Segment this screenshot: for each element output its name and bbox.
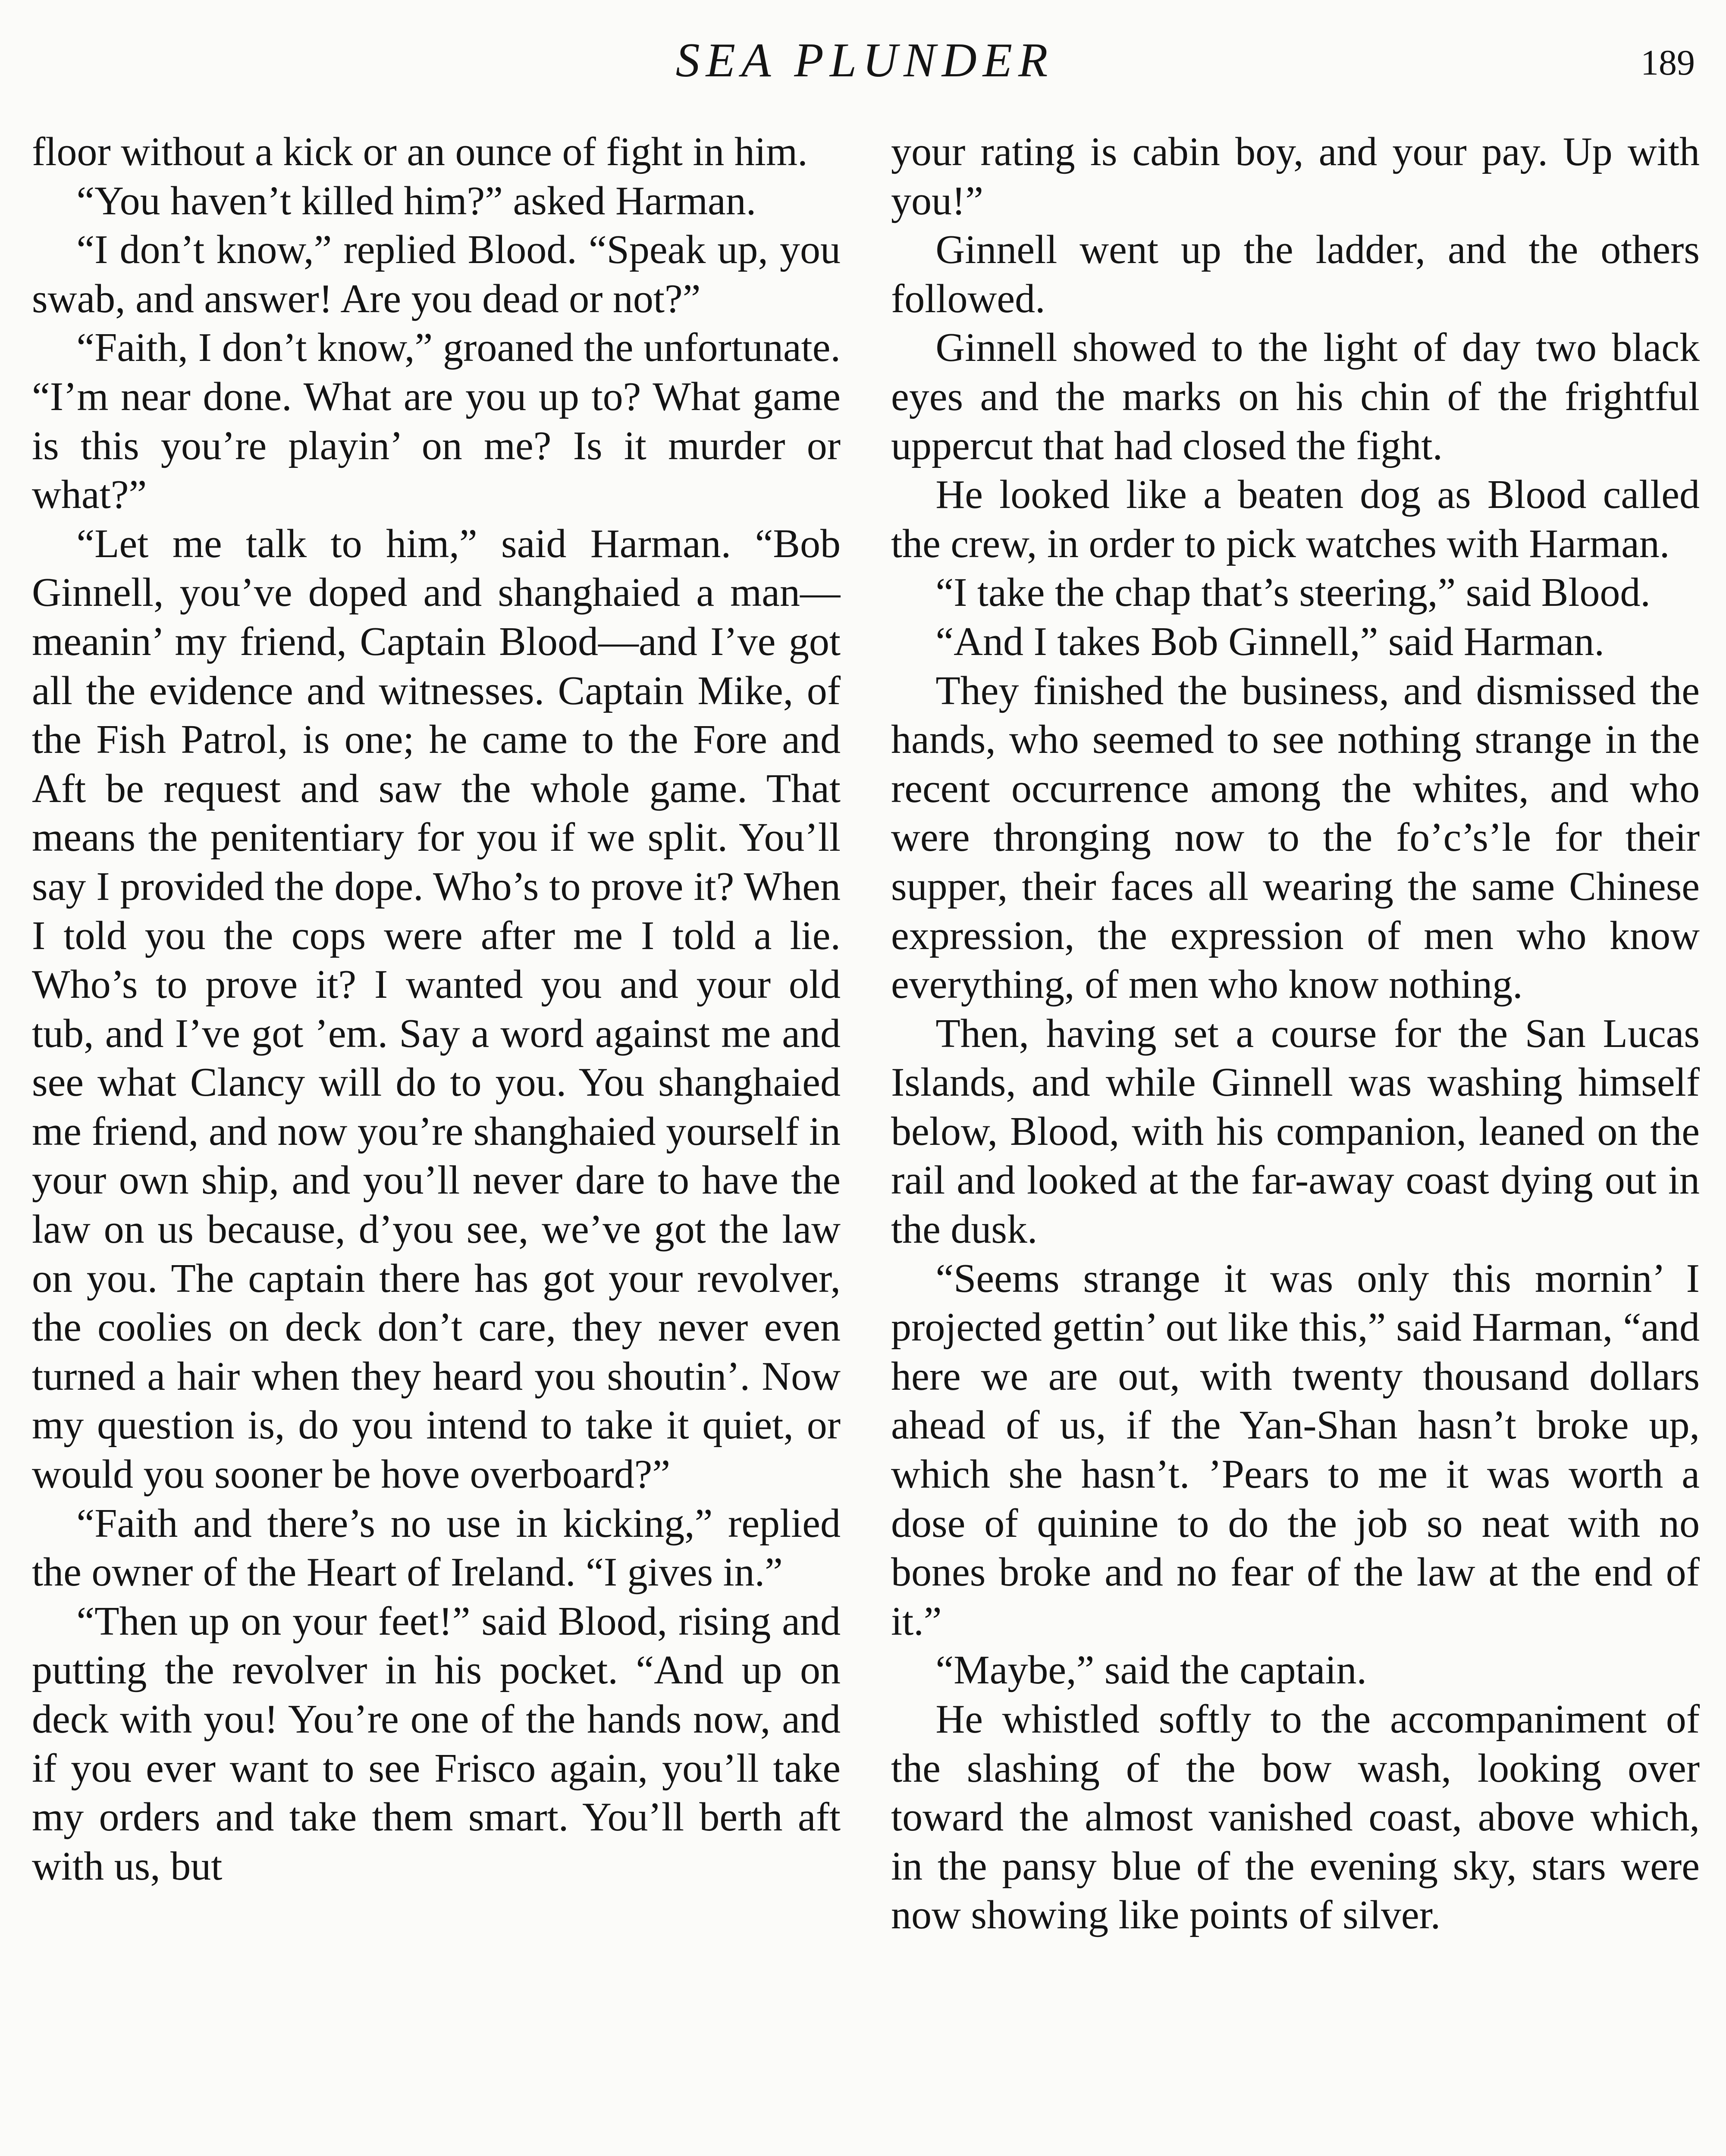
paragraph: your rating is cabin boy, and your pay. Up with you!” [891,129,1700,223]
paragraph: “Let me talk to him,” said Harman. “Bob Ginnell, you’ve doped and shanghaied a man—meanin’ my friend, Captain Blood—and I’ve got all the evidence and witnesses. Captain Mike, of the Fish Patrol, is one; he came to the Fore and Aft be request and saw the whole game. That means the penitentiary for you if we split. You’ll say I provided the dope. Who’s to prove it? When I told you the cops were after me I told a lie. Who’s to prove it? I wanted you and your old tub, and I’ve got ’em. Say a word against me and see what Clancy will do to you. You shanghaied me friend, and now you’re shanghaied yourself in your own ship, and you’ll never dare to have the law on us because, d’you see, we’ve got the law on you. The captain there has got your revolver, the coolies on deck don’t care, they never even turned a hair when they heard you shoutin’. Now my question is, do you intend to take it quiet, or would you sooner be hove overboard?” [32,521,841,1497]
paragraph: “Faith and there’s no use in kicking,” replied the owner of the Heart of Ireland. “I gives in.” [32,1501,841,1595]
paragraph: He looked like a beaten dog as Blood called the crew, in order to pick watches with Harman. [891,472,1700,566]
paragraph: “Seems strange it was only this mornin’ I projected gettin’ out like this,” said Harman, “and here we are out, with twenty thousand dollars ahead of us, if the Yan-Shan hasn’t broke up, which she hasn’t. ’Pears to me it was worth a dose of quinine to do the job so neat with no bones broke and no fear of the law at the end of it.” [891,1256,1700,1644]
paragraph: “Maybe,” said the captain. [935,1648,1367,1693]
paragraph: “I don’t know,” replied Blood. “Speak up, you swab, and answer! Are you dead or not?” [32,227,841,321]
left-text-column [32,128,841,2156]
paragraph: “Then up on your feet!” said Blood, rising and putting the revolver in his pocket. “And up on deck with you! You’re one of the hands now, and if you ever want to see Frisco again, you’ll take my orders and take them smart. You’ll berth aft with us, but [32,1598,841,1889]
paragraph: “And I takes Bob Ginnell,” said Harman. [935,619,1604,664]
paragraph: Ginnell went up the ladder, and the others followed. [891,227,1700,321]
paragraph: “I take the chap that’s steering,” said Blood. [935,570,1651,615]
right-text-column [891,128,1700,2156]
page-number: 189 [1641,43,1695,83]
paragraph: They finished the business, and dismissed the hands, who seemed to see nothing strange in the recent occurrence among the whites, and who were thronging now to the fo’c’s’le for their supper, their faces all wearing the same Chinese expression, the expression of men who know everything, of men who know nothing. [891,668,1700,1007]
running-header-title: SEA PLUNDER [675,34,1054,87]
paragraph: Then, having set a course for the San Lucas Islands, and while Ginnell was washing himself below, Blood, with his companion, leaned on the rail and looked at the far-away coast dying out in the dusk. [891,1011,1700,1252]
paragraph: He whistled softly to the accompaniment of the slashing of the bow wash, looking over toward the almost vanished coast, above which, in the pansy blue of the evening sky, stars were now showing like points of silver. [891,1697,1700,1938]
paragraph: “You haven’t killed him?” asked Harman. [76,178,756,223]
paragraph: “Faith, I don’t know,” groaned the unfortunate. “I’m near done. What are you up to? What game is this you’re playin’ on me? Is it murder or what?” [32,325,841,517]
paragraph: Ginnell showed to the light of day two black eyes and the marks on his chin of the frightful uppercut that had closed the fight. [891,325,1700,468]
paragraph: floor without a kick or an ounce of fight in him. [32,129,808,174]
